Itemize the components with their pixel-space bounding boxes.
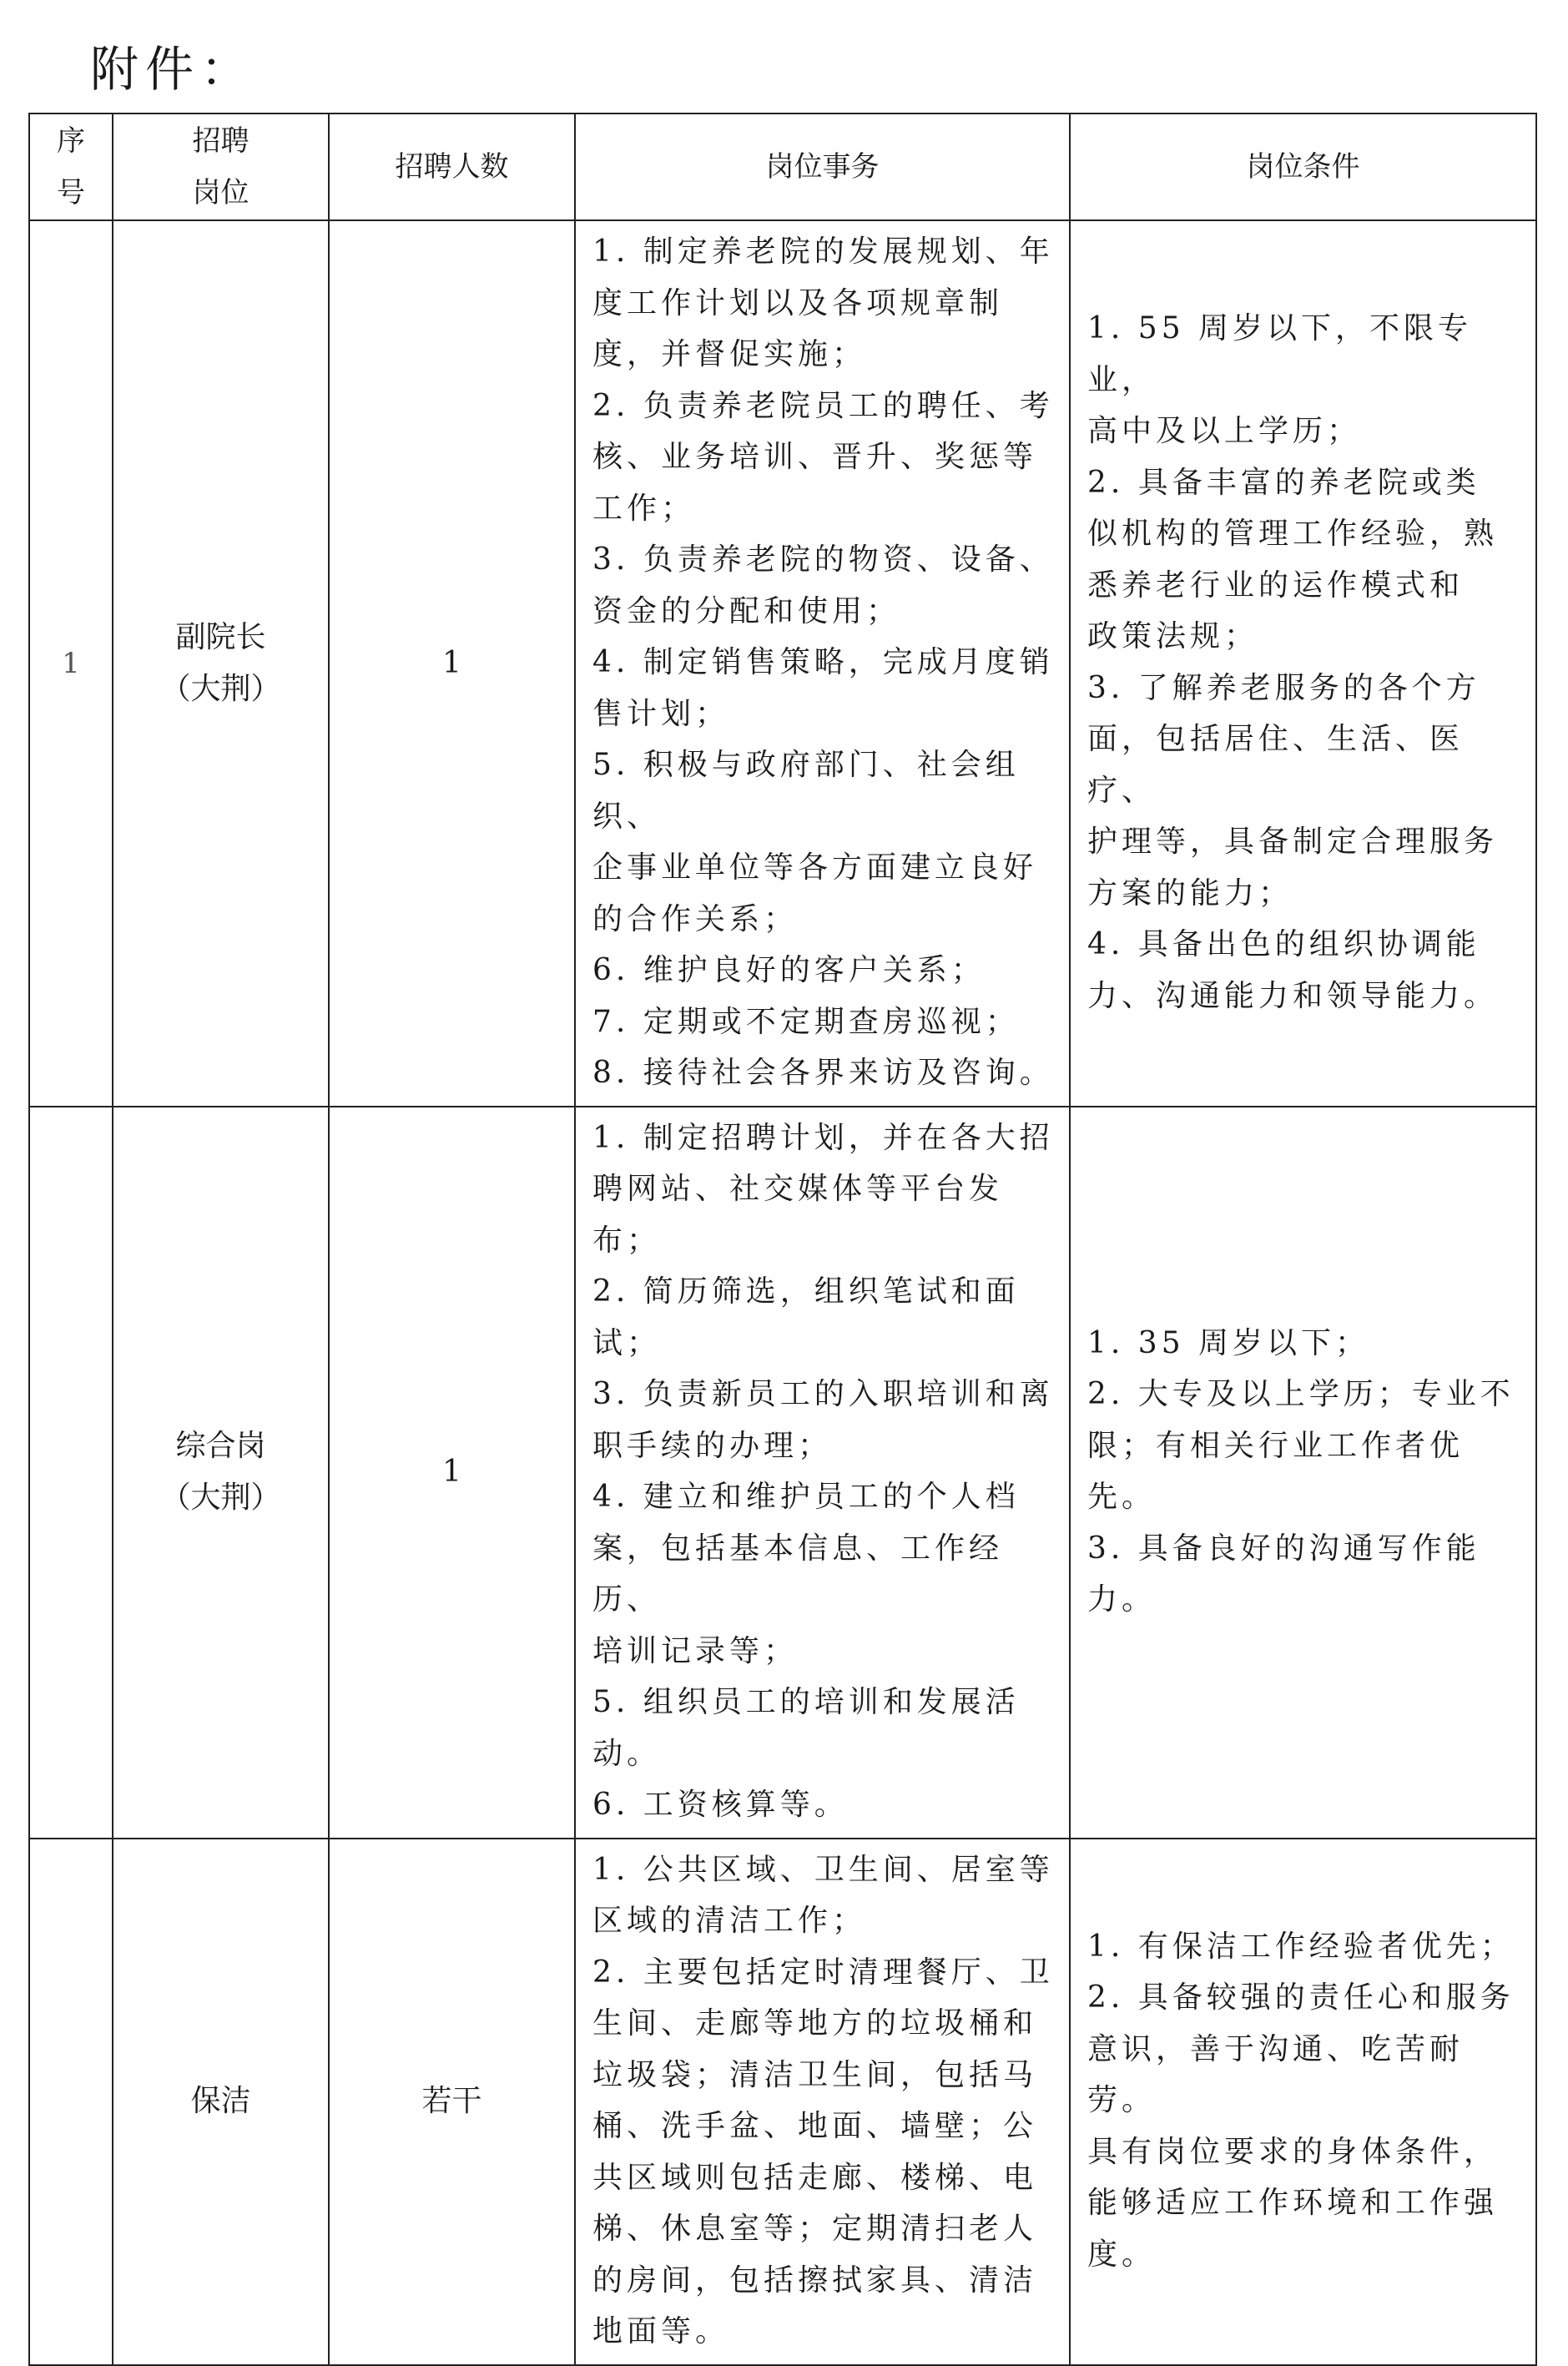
header-index-line1: 序	[57, 124, 85, 158]
text-line: 区域的清洁工作；	[592, 1904, 867, 1938]
text-line: 资金的分配和使用；	[592, 593, 901, 628]
table-row	[29, 1107, 1536, 1839]
header-requirements: 岗位条件	[1070, 114, 1536, 220]
text-line: 2. 主要包括定时清理餐厅、卫	[592, 1955, 1054, 1990]
text-line: 梯、休息室等；定期清扫老人	[592, 2212, 1038, 2246]
text-line: 限；有相关行业工作者优	[1087, 1428, 1465, 1463]
text-line: 意识，善于沟通、吃苦耐劳。	[1087, 2031, 1465, 2118]
table-row	[29, 220, 1536, 1107]
text-line: 售计划；	[592, 696, 730, 731]
text-line: 生间、走廊等地方的垃圾桶和	[592, 2006, 1038, 2041]
header-count: 招聘人数	[329, 114, 575, 220]
text-line: 1. 公共区域、卫生间、居室等	[592, 1852, 1054, 1887]
text-line: 企事业单位等各方面建立良好	[592, 850, 1038, 885]
position-location: （大荆）	[160, 671, 281, 706]
text-line: 案，包括基本信息、工作经历、	[592, 1531, 1004, 1617]
text-line: 3. 具备良好的沟通写作能	[1087, 1531, 1480, 1566]
row-requirements	[1070, 1839, 1536, 2365]
text-line: 共区域则包括走廊、楼梯、电	[592, 2160, 1038, 2195]
row-duties	[575, 1839, 1070, 2365]
row-duties	[575, 220, 1070, 1107]
text-line: 政策法规；	[1087, 619, 1259, 654]
text-line: 4. 具备出色的组织协调能	[1087, 927, 1480, 962]
row-position	[113, 1107, 329, 1839]
text-line: 职手续的办理；	[592, 1428, 833, 1463]
text-line: 6. 工资核算等。	[592, 1788, 849, 1822]
text-line: 1. 制定招聘计划，并在各大招	[592, 1120, 1054, 1155]
text-line: 工作；	[592, 491, 696, 526]
text-line: 4. 建立和维护员工的个人档	[592, 1480, 1020, 1514]
text-line: 2. 具备丰富的养老院或类	[1087, 465, 1480, 500]
recruitment-table	[28, 113, 1537, 2366]
text-line: 方案的能力；	[1087, 875, 1293, 911]
text-line: 5. 积极与政府部门、社会组织、	[592, 748, 1020, 834]
row-duties	[575, 1107, 1070, 1839]
text-line: 5. 组织员工的培训和发展活	[592, 1685, 1020, 1719]
position-name: 保洁	[190, 2084, 251, 2118]
position-name: 副院长	[175, 619, 266, 654]
text-line: 1. 制定养老院的发展规划、年	[592, 235, 1054, 269]
attachment-title: 附件：	[90, 41, 256, 98]
row-position	[113, 1839, 329, 2365]
text-line: 1. 35 周岁以下；	[1087, 1325, 1370, 1360]
row-count: 1	[329, 220, 575, 1107]
row-requirements	[1070, 1107, 1536, 1839]
text-line: 护理等，具备制定合理服务	[1087, 825, 1499, 860]
text-line: 2. 负责养老院员工的聘任、考	[592, 388, 1054, 423]
text-line: 聘网站、社交媒体等平台发布；	[592, 1172, 1004, 1258]
text-line: 力。	[1087, 1582, 1157, 1617]
text-line: 面，包括居住、生活、医疗、	[1087, 722, 1465, 808]
row-count: 若干	[329, 1839, 575, 2365]
text-line: 6. 维护良好的客户关系；	[592, 953, 986, 987]
text-line: 3. 了解养老服务的各个方	[1087, 670, 1480, 705]
position-location: （大荆）	[160, 1481, 281, 1515]
row-requirements	[1070, 220, 1536, 1107]
row-count: 1	[329, 1107, 575, 1839]
text-line: 2. 大专及以上学历；专业不	[1087, 1377, 1515, 1411]
text-line: 3. 负责养老院的物资、设备、	[592, 542, 1054, 577]
header-position	[113, 114, 329, 220]
row-index	[29, 1839, 113, 2365]
header-index	[29, 114, 113, 220]
text-line: 度工作计划以及各项规章制	[592, 285, 1004, 320]
header-position-line2: 岗位	[192, 176, 250, 209]
text-line: 力、沟通能力和领导能力。	[1087, 978, 1499, 1013]
text-line: 3. 负责新员工的入职培训和离	[592, 1377, 1054, 1411]
text-line: 度。	[1087, 2237, 1157, 2272]
text-line: 的合作关系；	[592, 901, 799, 936]
row-index	[29, 1107, 113, 1839]
text-line: 培训记录等；	[592, 1633, 799, 1668]
text-line: 地面等。	[592, 2314, 730, 2348]
text-line: 的房间，包括擦拭家具、清洁	[592, 2263, 1038, 2298]
text-line: 似机构的管理工作经验，熟	[1087, 517, 1499, 552]
text-line: 2. 具备较强的责任心和服务	[1087, 1980, 1515, 2015]
header-position-line1: 招聘	[192, 124, 250, 158]
text-line: 1. 有保洁工作经验者优先；	[1087, 1929, 1515, 1964]
text-line: 垃圾袋；清洁卫生间，包括马	[592, 2057, 1038, 2092]
position-name: 综合岗	[175, 1429, 266, 1463]
header-duties: 岗位事务	[575, 114, 1070, 220]
row-index: 1	[29, 220, 113, 1107]
text-line: 4. 制定销售策略，完成月度销	[592, 645, 1054, 679]
text-line: 悉养老行业的运作模式和	[1087, 568, 1465, 603]
header-index-line2: 号	[57, 176, 85, 209]
table-row	[29, 1839, 1536, 2365]
table-header-row	[29, 114, 1536, 220]
row-position	[113, 220, 329, 1107]
text-line: 度，并督促实施；	[592, 337, 867, 371]
text-line: 先。	[1087, 1480, 1157, 1514]
text-line: 2. 简历筛选，组织笔试和面试；	[592, 1274, 1020, 1360]
text-line: 1. 55 周岁以下，不限专业，	[1087, 311, 1473, 397]
text-line: 高中及以上学历；	[1087, 414, 1362, 449]
text-line: 能够适应工作环境和工作强	[1087, 2186, 1499, 2221]
text-line: 动。	[592, 1736, 662, 1771]
text-line: 桶、洗手盆、地面、墙壁；公	[592, 2109, 1038, 2143]
text-line: 具有岗位要求的身体条件，	[1087, 2134, 1499, 2169]
text-line: 7. 定期或不定期查房巡视；	[592, 1004, 1020, 1039]
text-line: 核、业务培训、晋升、奖惩等	[592, 440, 1038, 474]
text-line: 8. 接待社会各界来访及咨询。	[592, 1056, 1054, 1090]
